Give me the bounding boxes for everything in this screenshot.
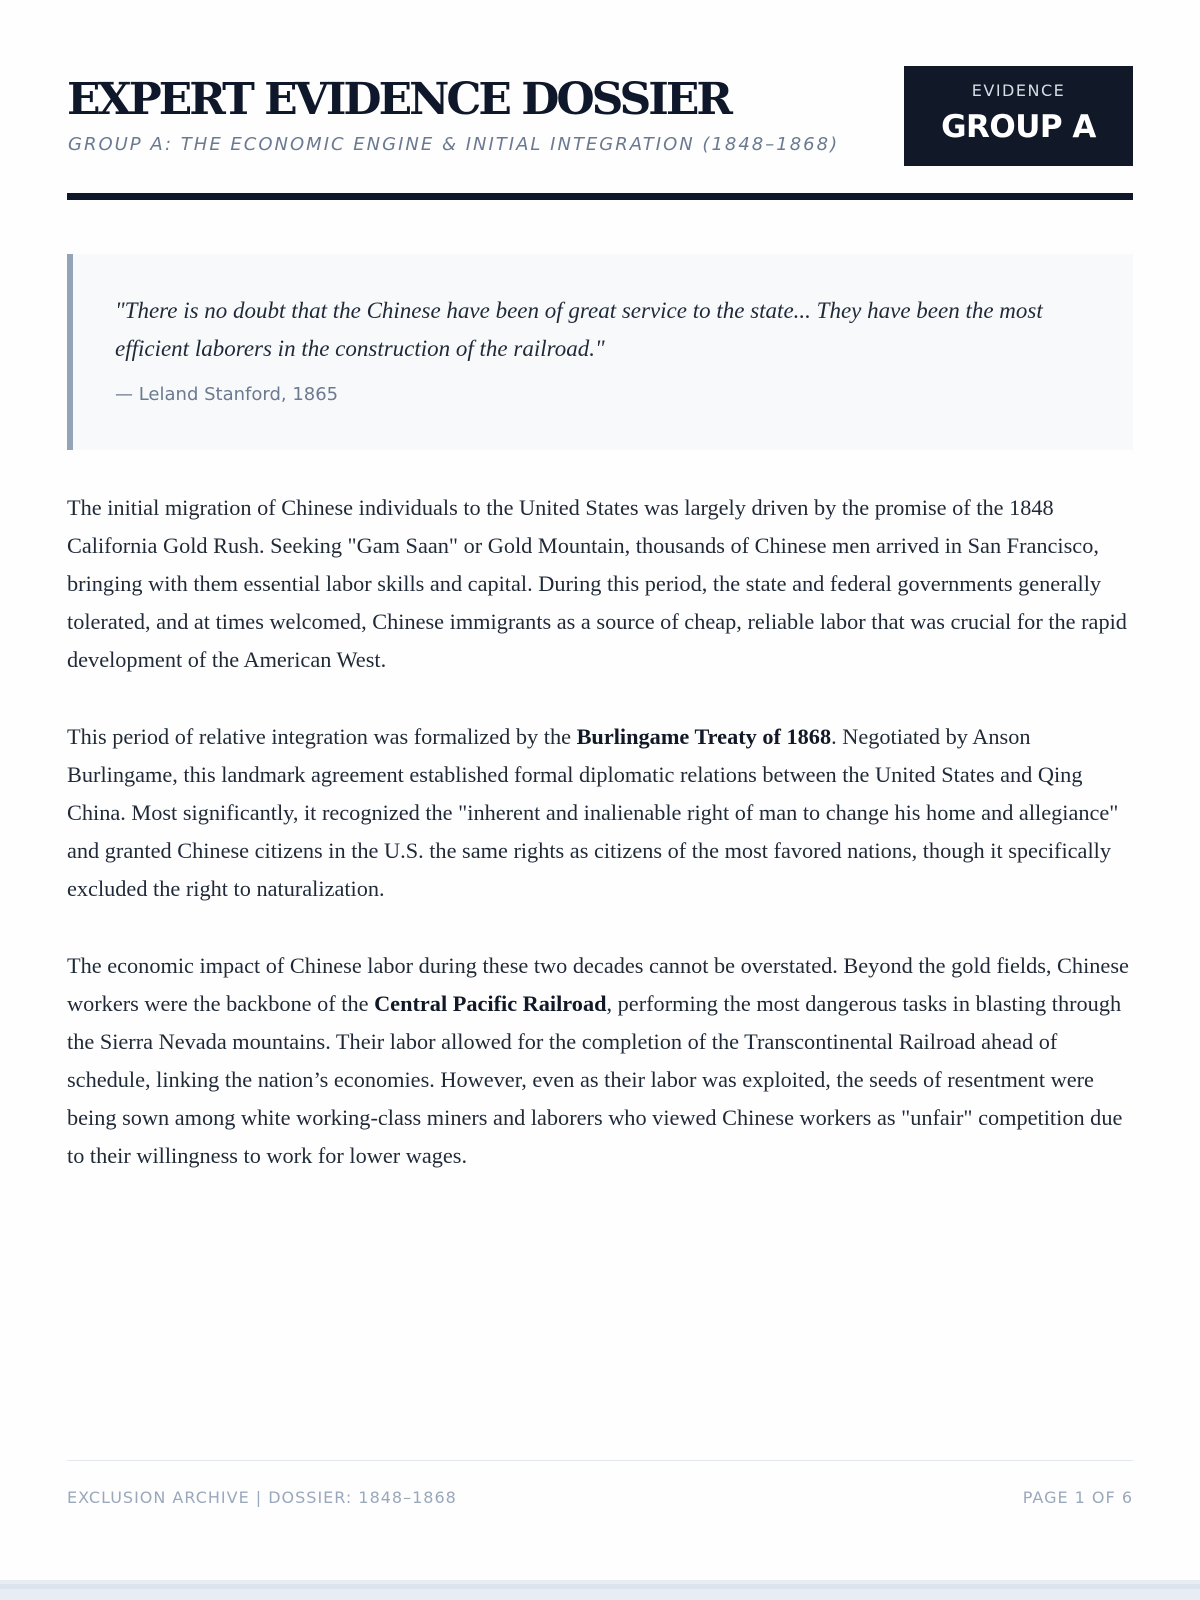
body-paragraph-1: The initial migration of Chinese individuals to the United States was largely driven by the promise of the 1848 California Gold Rush. Seeking "Gam Saan" or Gold Mountain, thousands of Chinese men arrived in San Francisco, bringing with them essential labor skills and capital. During this period, the state and federal governments generally tolerated, and at times welcomed, Chinese immigrants as a source of cheap, reliable labor that was crucial for the rapid development of the American West. (67, 495, 1127, 672)
footer-divider (67, 1460, 1133, 1461)
dossier-header (67, 66, 1133, 200)
evidence-group-badge (904, 66, 1133, 166)
paragraph-text: , performing the most dangerous tasks in blasting through the Sierra Nevada mountains. Their labor allowed for the completion of the Transcontinental Railroad ahead of schedule, linking the nation’s economies. However, even as their labor was exploited, the seeds of resentment were being sown among white working-class miners and laborers who viewed Chinese workers as "unfair" competition due to their willingness to work for lower wages. (67, 991, 1123, 1168)
body-paragraph-3 (67, 947, 1139, 1175)
paragraph-text: . Negotiated by Anson Burlingame, this landmark agreement established formal diplomatic relations between the United States and Qing China. Most significantly, it recognized the "inherent and inalienable right of man to change his home and allegiance" and granted Chinese citizens in the U.S. the same rights as citizens of the most favored nations, though it specifically excluded the right to naturalization. (67, 724, 1119, 901)
page-subtitle: GROUP A: THE ECONOMIC ENGINE & INITIAL INTEGRATION (1848–1868) (68, 134, 840, 155)
page-title: EXPERT EVIDENCE DOSSIER (67, 74, 730, 125)
page-bottom-edge (0, 1580, 1200, 1600)
quote-text: "There is no doubt that the Chinese have been of great service to the state... They have been the most efficient laborers in the construction of the railroad." (115, 298, 1043, 361)
page-edge-line (0, 1584, 1200, 1589)
quote-attribution: — Leland Stanford, 1865 (115, 384, 339, 405)
paragraph-text: This period of relative integration was formalized by the (67, 724, 577, 749)
emphasis-burlingame-treaty: Burlingame Treaty of 1868 (576, 724, 832, 749)
body-paragraph-2 (67, 718, 1139, 908)
emphasis-central-pacific-railroad: Central Pacific Railroad (374, 991, 607, 1016)
badge-label: EVIDENCE (971, 81, 1066, 100)
page-number: PAGE 1 OF 6 (1022, 1488, 1133, 1507)
badge-value: GROUP A (941, 109, 1096, 145)
paragraph-text: The economic impact of Chinese labor during these two decades cannot be overstated. Beyond the gold fields, Chinese workers were the backbone of the (67, 953, 1129, 1016)
header-divider (67, 193, 1133, 200)
pull-quote (67, 254, 1133, 450)
footer-archive-label: EXCLUSION ARCHIVE | DOSSIER: 1848–1868 (67, 1488, 457, 1507)
